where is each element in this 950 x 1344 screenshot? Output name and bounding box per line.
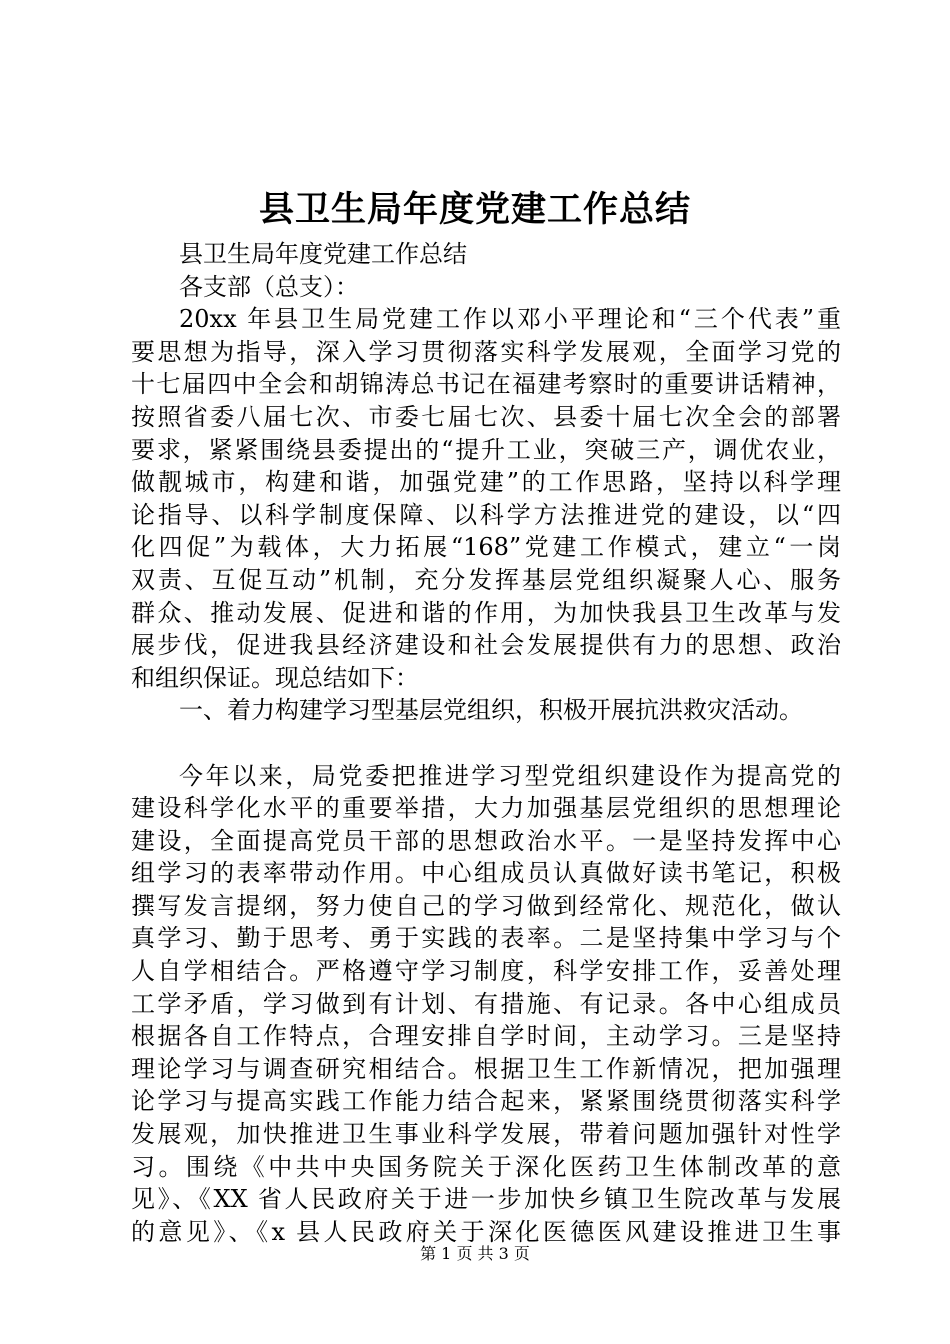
paragraph-line: 今年以来，局党委把推进学习型党组织建设作为提高党的 [179, 761, 841, 790]
paragraph-line: 展步伐，促进我县经济建设和社会发展提供有力的思想、政治 [131, 631, 841, 660]
paragraph-line: 建设，全面提高党员干部的思想政治水平。一是坚持发挥中心 [131, 826, 841, 855]
paragraph-line: 见》、《XX 省人民政府关于进一步加快乡镇卫生院改革与发展 [131, 1185, 841, 1214]
paragraph-line: 人自学相结合。严格遵守学习制度，科学安排工作，妥善处理 [131, 957, 841, 986]
paragraph-line: 论学习与提高实践工作能力结合起来，紧紧围绕贯彻落实科学 [131, 1087, 841, 1116]
paragraph-line: 的意见》、《x 县人民政府关于深化医德医风建设推进卫生事 [131, 1217, 841, 1246]
paragraph-line: 根据各自工作特点，合理安排自学时间，主动学习。三是坚持 [131, 1022, 841, 1051]
paragraph-line: 群众、推动发展、促进和谐的作用，为加快我县卫生改革与发 [131, 598, 841, 627]
section-heading: 一、着力构建学习型基层党组织，积极开展抗洪救灾活动。 [179, 696, 803, 725]
paragraph-line: 按照省委八届七次、市委七届七次、县委十届七次全会的部署 [131, 402, 841, 431]
page-footer: 第 1 页 共 3 页 [420, 1244, 530, 1263]
paragraph-line: 理论学习与调查研究相结合。根据卫生工作新情况，把加强理 [131, 1054, 841, 1083]
paragraph-line: 要思想为指导，深入学习贯彻落实科学发展观，全面学习党的 [131, 337, 841, 366]
paragraph-line: 论指导、以科学制度保障、以科学方法推进党的建设，以“四 [131, 500, 841, 529]
paragraph-line: 双责、互促互动”机制，充分发挥基层党组织凝聚人心、服务 [131, 565, 841, 594]
intro-paragraph [131, 303, 841, 694]
paragraph-line: 建设科学化水平的重要举措，大力加强基层党组织的思想理论 [131, 794, 841, 823]
paragraph-line: 做靓城市，构建和谐，加强党建”的工作思路，坚持以科学理 [131, 468, 841, 497]
document-body [131, 238, 841, 1248]
document-title: 县卫生局年度党建工作总结 [258, 189, 691, 230]
salutation: 各支部（总支）： [179, 272, 359, 301]
paragraph-line: 撰写发言提纲，努力使自己的学习做到经常化、规范化，做认 [131, 891, 841, 920]
paragraph-line: 十七届四中全会和胡锦涛总书记在福建考察时的重要讲话精神， [131, 370, 841, 399]
paragraph-line: 习。围绕《中共中央国务院关于深化医药卫生体制改革的意 [131, 1152, 841, 1181]
paragraph-line: 发展观，加快推进卫生事业科学发展，带着问题加强针对性学 [131, 1120, 841, 1149]
section-paragraph [131, 760, 841, 1249]
paragraph-line: 化四促”为载体，大力拓展“168”党建工作模式，建立“一岗 [131, 533, 841, 562]
subtitle-line: 县卫生局年度党建工作总结 [179, 240, 467, 268]
paragraph-line: 工学矛盾，学习做到有计划、有措施、有记录。各中心组成员 [131, 989, 841, 1018]
blank-line [131, 727, 841, 760]
paragraph-line: 20xx 年县卫生局党建工作以邓小平理论和“三个代表”重 [179, 305, 841, 334]
paragraph-line: 真学习、勤于思考、勇于实践的表率。二是坚持集中学习与个 [131, 924, 841, 953]
paragraph-line: 要求，紧紧围绕县委提出的“提升工业，突破三产，调优农业， [131, 435, 841, 464]
paragraph-line: 组学习的表率带动作用。中心组成员认真做好读书笔记，积极 [131, 859, 841, 888]
paragraph-line: 和组织保证。现总结如下： [131, 663, 419, 692]
